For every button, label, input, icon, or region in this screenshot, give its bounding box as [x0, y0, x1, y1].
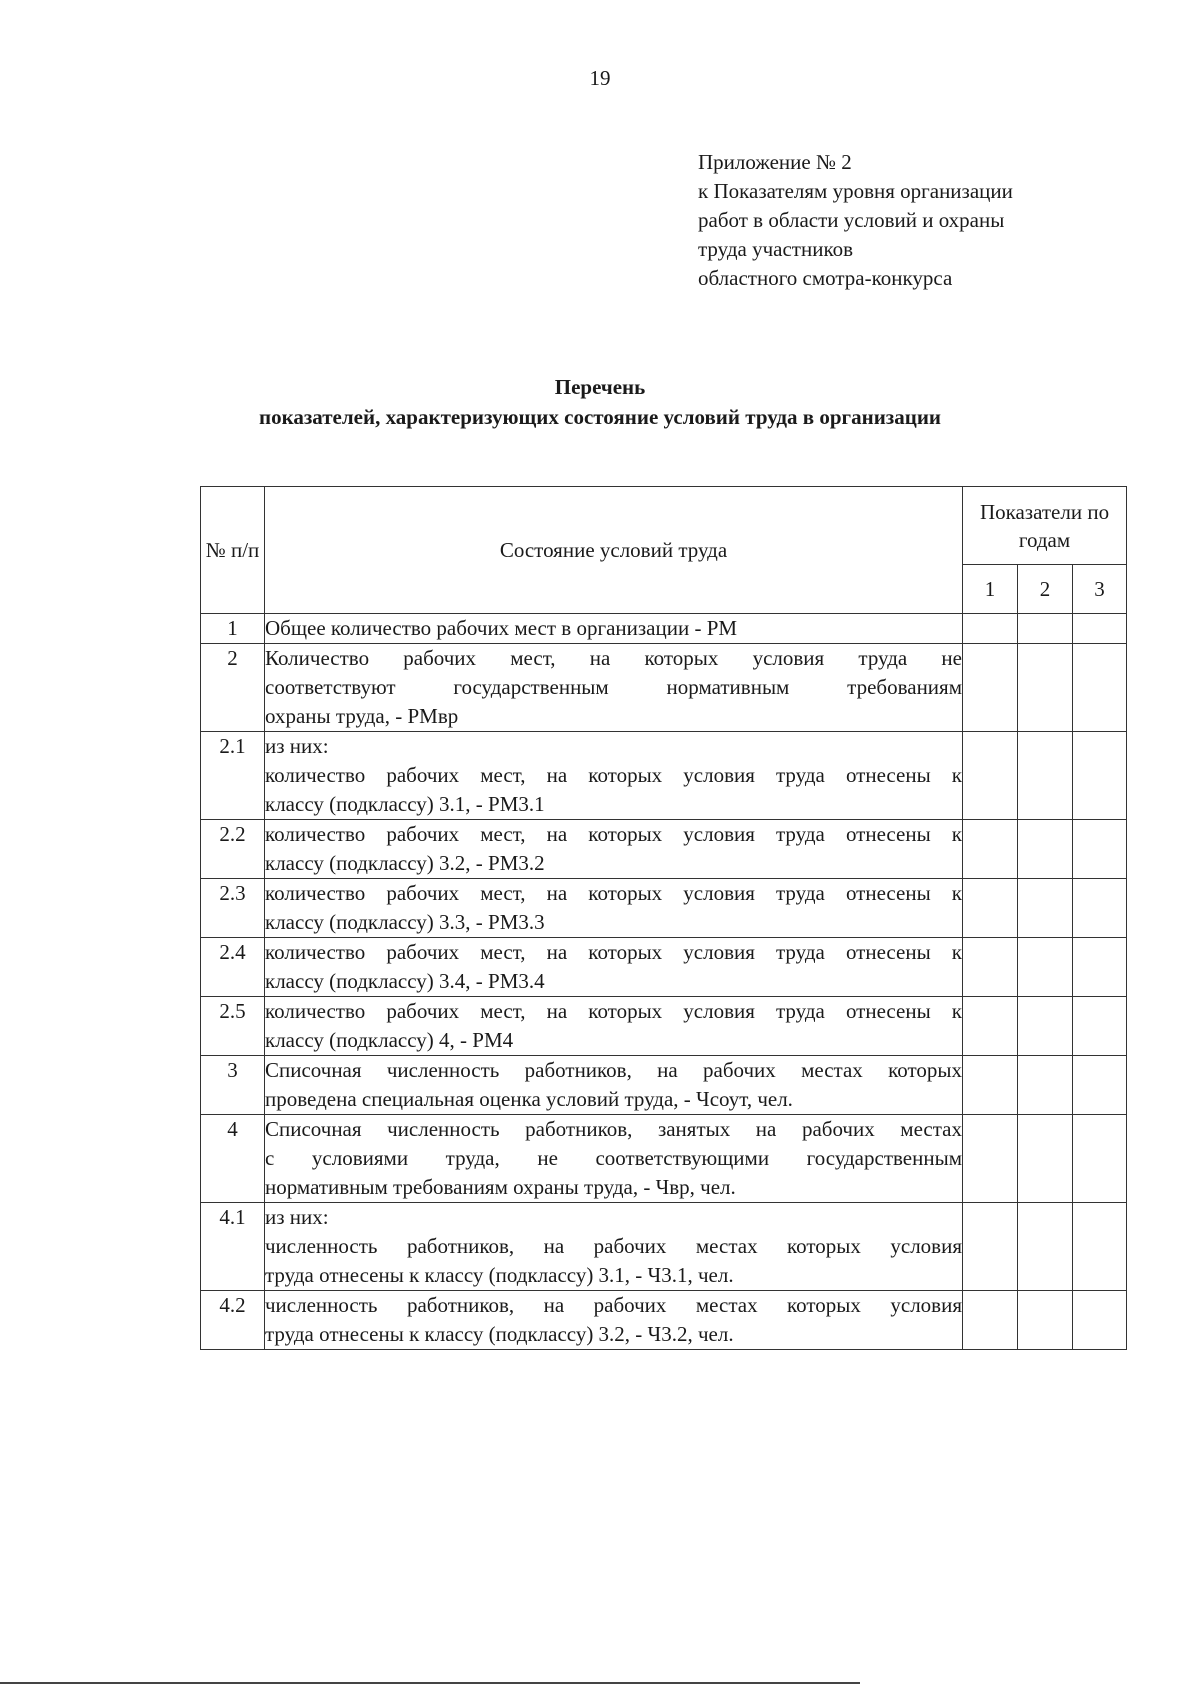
value-year-3 — [1073, 614, 1127, 644]
table-row — [201, 614, 1127, 644]
row-description — [265, 879, 963, 938]
row-description-line: охраны труда, - РМвр — [265, 704, 459, 728]
row-number: 4.1 — [201, 1203, 265, 1291]
table-row — [201, 820, 1127, 879]
title-line-2: показателей, характеризующих состояние условий труда в организации — [258, 405, 942, 429]
row-number: 4 — [201, 1115, 265, 1203]
row-description-line: из них: — [265, 734, 329, 758]
row-description-line: классу (подклассу) 3.1, - РМ3.1 — [265, 792, 545, 816]
row-description — [265, 614, 963, 644]
value-year-2 — [1018, 732, 1073, 820]
row-description-line: Количество рабочих мест, на которых условия труда не — [265, 646, 962, 670]
header-number: № п/п — [201, 487, 265, 614]
row-description-line: количество рабочих мест, на которых условия труда отнесены к — [265, 763, 962, 787]
row-number: 2.3 — [201, 879, 265, 938]
header-indicators: Показатели по годам — [963, 487, 1127, 565]
table-row — [201, 938, 1127, 997]
value-year-3 — [1073, 1203, 1127, 1291]
row-description-line: Списочная численность работников, на рабочих местах которых — [265, 1058, 962, 1082]
value-year-3 — [1073, 997, 1127, 1056]
row-description-line: классу (подклассу) 3.3, - РМ3.3 — [265, 910, 545, 934]
value-year-2 — [1018, 879, 1073, 938]
row-description — [265, 938, 963, 997]
row-number: 2.1 — [201, 732, 265, 820]
row-description-line: нормативным требованиям охраны труда, - Чвр, чел. — [265, 1175, 736, 1199]
value-year-1 — [963, 997, 1018, 1056]
table-row — [201, 1056, 1127, 1115]
row-number: 2 — [201, 644, 265, 732]
value-year-3 — [1073, 879, 1127, 938]
row-description-line: количество рабочих мест, на которых условия труда отнесены к — [265, 822, 962, 846]
row-description — [265, 820, 963, 879]
row-description — [265, 1291, 963, 1350]
value-year-1 — [963, 879, 1018, 938]
row-number: 2.5 — [201, 997, 265, 1056]
value-year-2 — [1018, 1115, 1073, 1203]
value-year-1 — [963, 1056, 1018, 1115]
row-description-line: Общее количество рабочих мест в организации - РМ — [265, 616, 738, 640]
table-row — [201, 1203, 1127, 1291]
row-number: 4.2 — [201, 1291, 265, 1350]
value-year-3 — [1073, 1291, 1127, 1350]
row-description-line: соответствуют государственным нормативным требованиям — [265, 675, 962, 699]
value-year-1 — [963, 1115, 1018, 1203]
value-year-2 — [1018, 644, 1073, 732]
appendix-line: труда участников — [698, 237, 853, 261]
row-description — [265, 1203, 963, 1291]
value-year-3 — [1073, 732, 1127, 820]
value-year-3 — [1073, 1056, 1127, 1115]
row-description-line: проведена специальная оценка условий труда, - Чсоут, чел. — [265, 1087, 793, 1111]
row-description — [265, 644, 963, 732]
table-row — [201, 879, 1127, 938]
page-bottom-rule — [0, 1682, 860, 1684]
appendix-line: работ в области условий и охраны — [698, 208, 1005, 232]
row-description — [265, 997, 963, 1056]
value-year-2 — [1018, 820, 1073, 879]
value-year-1 — [963, 614, 1018, 644]
value-year-3 — [1073, 820, 1127, 879]
row-description-line: труда отнесены к классу (подклассу) 3.1, - Ч3.1, чел. — [265, 1263, 734, 1287]
row-description-line: количество рабочих мест, на которых условия труда отнесены к — [265, 940, 962, 964]
indicators-table — [200, 486, 1127, 1350]
table-row — [201, 997, 1127, 1056]
value-year-3 — [1073, 938, 1127, 997]
value-year-3 — [1073, 644, 1127, 732]
appendix-note — [698, 148, 1013, 293]
value-year-2 — [1018, 1291, 1073, 1350]
row-description-line: Списочная численность работников, занятых на рабочих местах — [265, 1117, 962, 1141]
appendix-line: к Показателям уровня организации — [698, 179, 1013, 203]
value-year-2 — [1018, 938, 1073, 997]
row-description — [265, 732, 963, 820]
appendix-line: областного смотра-конкурса — [698, 266, 953, 290]
row-number: 1 — [201, 614, 265, 644]
value-year-2 — [1018, 1203, 1073, 1291]
row-description-line: классу (подклассу) 3.4, - РМ3.4 — [265, 969, 545, 993]
value-year-1 — [963, 820, 1018, 879]
row-description-line: классу (подклассу) 3.2, - РМ3.2 — [265, 851, 545, 875]
document-title — [0, 372, 1200, 432]
row-description-line: с условиями труда, не соответствующими государственным — [265, 1146, 962, 1170]
row-description — [265, 1115, 963, 1203]
value-year-1 — [963, 1203, 1018, 1291]
row-description — [265, 1056, 963, 1115]
header-year-2: 2 — [1018, 565, 1073, 614]
value-year-2 — [1018, 614, 1073, 644]
row-description-line: численность работников, на рабочих местах которых условия — [265, 1293, 962, 1317]
value-year-1 — [963, 644, 1018, 732]
title-line-1: Перечень — [554, 375, 646, 399]
row-description-line: численность работников, на рабочих местах которых условия — [265, 1234, 962, 1258]
value-year-3 — [1073, 1115, 1127, 1203]
table-row — [201, 1115, 1127, 1203]
row-description-line: труда отнесены к классу (подклассу) 3.2, - Ч3.2, чел. — [265, 1322, 734, 1346]
row-description-line: классу (подклассу) 4, - РМ4 — [265, 1028, 514, 1052]
header-year-3: 3 — [1073, 565, 1127, 614]
value-year-1 — [963, 938, 1018, 997]
value-year-1 — [963, 732, 1018, 820]
row-number: 2.2 — [201, 820, 265, 879]
row-description-line: количество рабочих мест, на которых условия труда отнесены к — [265, 881, 962, 905]
row-description-line: количество рабочих мест, на которых условия труда отнесены к — [265, 999, 962, 1023]
appendix-line: Приложение № 2 — [698, 150, 852, 174]
table-row — [201, 1291, 1127, 1350]
page-number: 19 — [589, 66, 611, 90]
table-row — [201, 732, 1127, 820]
table-row — [201, 644, 1127, 732]
row-number: 2.4 — [201, 938, 265, 997]
header-year-1: 1 — [963, 565, 1018, 614]
row-number: 3 — [201, 1056, 265, 1115]
row-description-line: из них: — [265, 1205, 329, 1229]
value-year-2 — [1018, 997, 1073, 1056]
value-year-2 — [1018, 1056, 1073, 1115]
header-condition: Состояние условий труда — [265, 487, 963, 614]
value-year-1 — [963, 1291, 1018, 1350]
